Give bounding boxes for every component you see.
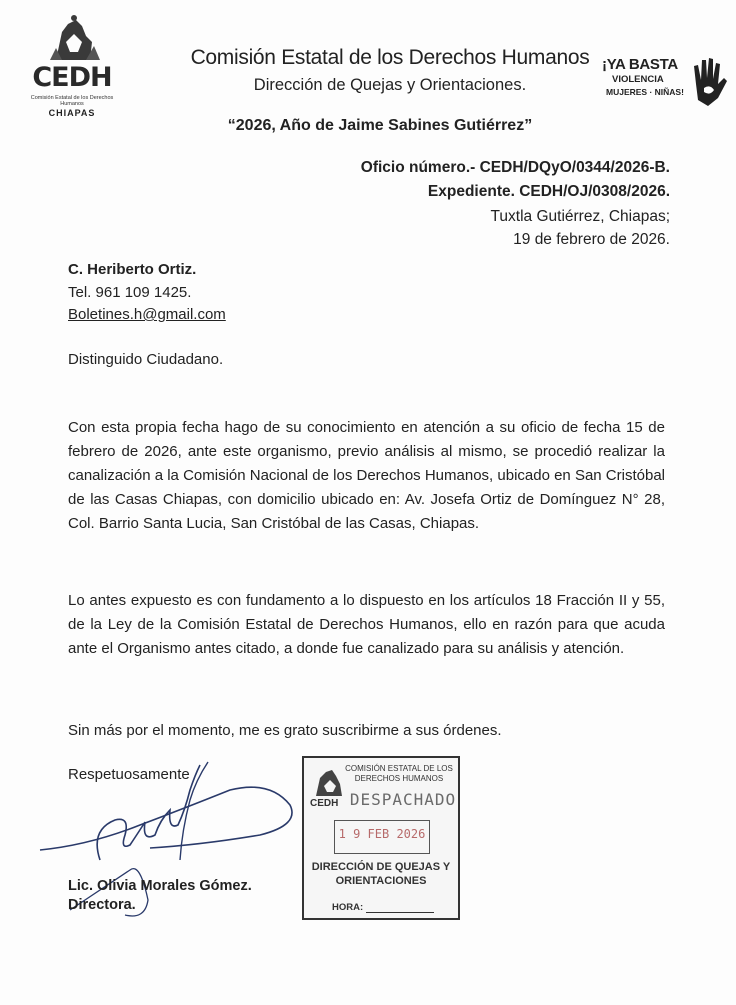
stamp-date: 1 9 FEB 2026: [338, 827, 426, 841]
oficio-number: Oficio número.- CEDH/DQyO/0344/2026-B.: [360, 159, 670, 176]
campaign-line3: MUJERES · NIÑAS!: [606, 87, 684, 97]
date: 19 de febrero de 2026.: [513, 231, 670, 248]
closing-line: Sin más por el momento, me es grato suscribirme a sus órdenes.: [68, 722, 502, 739]
campaign-title: ¡YA BASTA: [602, 56, 678, 73]
expediente-number: Expediente. CEDH/OJ/0308/2026.: [427, 183, 670, 200]
campaign-logo: [598, 54, 733, 116]
cedh-emblem-icon: [26, 12, 118, 64]
stamp-department: DIRECCIÓN DE QUEJAS Y ORIENTACIONES: [311, 861, 451, 887]
recipient-phone: Tel. 961 109 1425.: [68, 284, 192, 301]
stamp-date-box: [334, 820, 430, 854]
stamp-status: DESPACHADO: [349, 790, 457, 809]
logo-text: CEDH: [32, 62, 112, 93]
logo-state: CHIAPAS: [48, 108, 96, 118]
year-motto: “2026, Año de Jaime Sabines Gutiérrez”: [227, 117, 533, 134]
org-subtitle: Dirección de Quejas y Orientaciones.: [253, 76, 527, 94]
stamp-logo-text: CEDH: [310, 798, 339, 809]
stamp-hora-label: HORA:: [332, 902, 364, 913]
despachado-stamp: [302, 756, 460, 920]
campaign-line2: VIOLENCIA: [612, 74, 664, 85]
stamp-logo: [308, 764, 348, 808]
salutation: Distinguido Ciudadano.: [68, 351, 224, 368]
signer-name: Lic. Olivia Morales Gómez.: [68, 878, 252, 894]
recipient-name: C. Heriberto Ortiz.: [68, 261, 197, 278]
stamp-org: COMISIÓN ESTATAL DE LOS DERECHOS HUMANOS: [345, 764, 453, 783]
recipient-email[interactable]: Boletines.h@gmail.com: [68, 306, 226, 323]
cedh-logo: [26, 12, 118, 117]
logo-subtext: Comisión Estatal de los Derechos Humanos: [30, 95, 114, 107]
signer-title: Directora.: [68, 897, 136, 913]
regards: Respetuosamente: [68, 766, 190, 783]
org-title: Comisión Estatal de los Derechos Humanos: [190, 46, 590, 69]
paragraph-1: Con esta propia fecha hago de su conocimiento en atención a su oficio de fecha 15 de febrero de 2026, ante este organismo, previo análisis al mismo, se procedió realizar la canalización a la Comisión Nacional de los Derechos Humanos, ubicado en San Cristóbal de las Casas Chiapas, con domicilio ubicado en: Av. Josefa Ortiz de Domínguez N° 28, Col. Barrio Santa Lucia, San Cristóbal de las Casas, Chiapas.: [68, 419, 665, 532]
stamp-hora-line: [366, 912, 434, 913]
stamp-emblem-icon: [308, 764, 348, 798]
place: Tuxtla Gutiérrez, Chiapas;: [490, 208, 670, 225]
hand-icon: [690, 54, 730, 110]
paragraph-2: Lo antes expuesto es con fundamento a lo dispuesto en los artículos 18 Fracción II y 55, de la Ley de la Comisión Estatal de Derechos Humanos, ello en razón para que acuda ante el Organismo antes citado, a donde fue canalizado para su análisis y atención.: [68, 592, 665, 657]
